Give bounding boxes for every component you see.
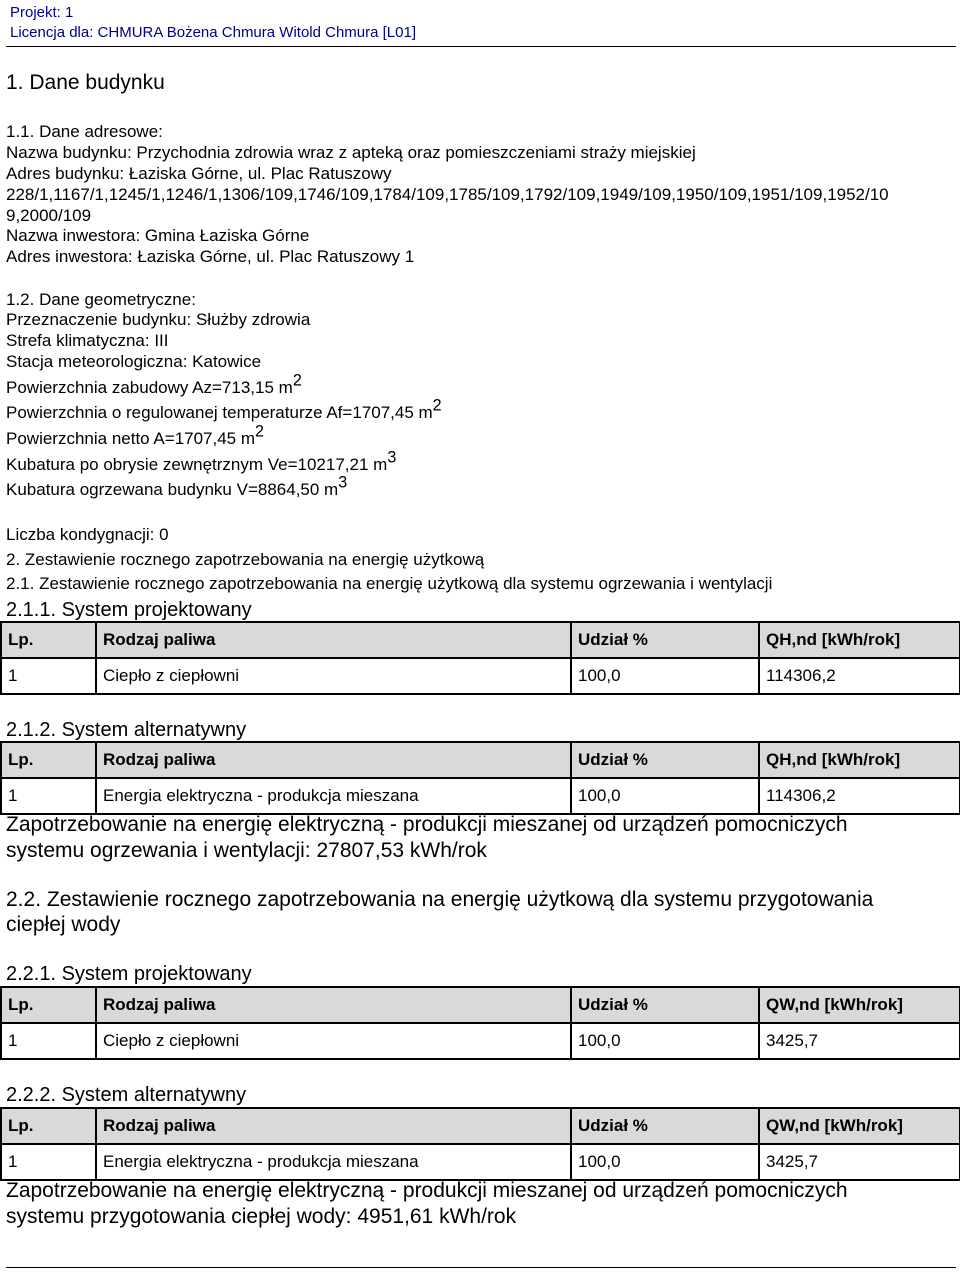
- cell-value: 3425,7: [759, 1144, 960, 1180]
- building-purpose: Przeznaczenie budynku: Służby zdrowia: [6, 310, 311, 329]
- building-address-line1: Adres budynku: Łaziska Górne, ul. Plac Ratuszowy: [6, 164, 392, 183]
- investor-name: Nazwa inwestora: Gmina Łaziska Górne: [6, 226, 310, 245]
- floor-count: Liczba kondygnacji: 0: [6, 525, 169, 544]
- cell-lp: 1: [1, 658, 96, 694]
- table-row: [1, 778, 960, 814]
- subsection-title-dane-geometryczne: 1.2. Dane geometryczne:: [6, 290, 196, 309]
- header-qw: QW,nd [kWh/rok]: [759, 987, 960, 1023]
- table-header-row: [1, 742, 960, 778]
- note-2-1-line1: Zapotrzebowanie na energię elektryczną - produkcji mieszanej od urządzeń pomocniczych: [6, 813, 848, 836]
- area-a: Powierzchnia netto A=1707,45 $m^2$: [6, 422, 265, 448]
- subsection-title-2-2-line2: ciepłej wody: [6, 913, 121, 936]
- table-row: [1, 1144, 960, 1180]
- table-header-row: [1, 987, 960, 1023]
- volume-v: Kubatura ogrzewana budynku V=8864,50 $m^3$: [6, 473, 348, 499]
- table-2-1-2: [0, 741, 960, 815]
- subsection-title-2-2-line1: 2.2. Zestawienie rocznego zapotrzebowania na energię użytkową dla systemu przygotowania: [6, 888, 874, 911]
- cell-fuel: Ciepło z ciepłowni: [96, 658, 571, 694]
- subsection-title-2-2-2: 2.2.2. System alternatywny: [6, 1084, 247, 1106]
- table-row: [1, 658, 960, 694]
- subsection-title-dane-adresowe: 1.1. Dane adresowe:: [6, 122, 163, 141]
- header-fuel: Rodzaj paliwa: [96, 622, 571, 658]
- header-share: Udział %: [571, 987, 759, 1023]
- cell-value: 114306,2: [759, 778, 960, 814]
- header-lp: Lp.: [1, 1108, 96, 1144]
- cell-lp: 1: [1, 1023, 96, 1059]
- header-fuel: Rodzaj paliwa: [96, 987, 571, 1023]
- license-label: Licencja dla: CHMURA Bożena Chmura Witold Chmura [L01]: [10, 24, 417, 41]
- cell-share: 100,0: [571, 778, 759, 814]
- area-af: Powierzchnia o regulowanej temperaturze Af=1707,45 $m^2$: [6, 396, 442, 422]
- section-title-zestawienie: 2. Zestawienie rocznego zapotrzebowania na energię użytkową: [6, 550, 485, 569]
- cell-fuel: Ciepło z ciepłowni: [96, 1023, 571, 1059]
- note-2-1-line2: systemu ogrzewania i wentylacji: 27807,53 kWh/rok: [6, 839, 487, 862]
- cell-value: 3425,7: [759, 1023, 960, 1059]
- header-lp: Lp.: [1, 622, 96, 658]
- table-2-2-1: [0, 986, 960, 1060]
- building-name: Nazwa budynku: Przychodnia zdrowia wraz z apteką oraz pomieszczeniami straży miejskiej: [6, 143, 696, 162]
- subsection-title-2-1-1: 2.1.1. System projektowany: [6, 599, 252, 621]
- header-fuel: Rodzaj paliwa: [96, 1108, 571, 1144]
- climate-zone: Strefa klimatyczna: III: [6, 331, 169, 350]
- cell-lp: 1: [1, 1144, 96, 1180]
- subsection-title-2-1: 2.1. Zestawienie rocznego zapotrzebowania na energię użytkową dla systemu ogrzewania i wentylacji: [6, 574, 773, 593]
- footer-divider: [6, 1267, 956, 1268]
- cell-share: 100,0: [571, 1023, 759, 1059]
- header-lp: Lp.: [1, 987, 96, 1023]
- area-az: Powierzchnia zabudowy Az=713,15 $m^2$: [6, 371, 302, 397]
- cell-fuel: Energia elektryczna - produkcja mieszana: [96, 1144, 571, 1180]
- header-lp: Lp.: [1, 742, 96, 778]
- header-divider: [6, 46, 956, 47]
- header-qh: QH,nd [kWh/rok]: [759, 742, 960, 778]
- table-2-2-2: [0, 1107, 960, 1181]
- project-label: Projekt: 1: [10, 4, 74, 21]
- header-share: Udział %: [571, 622, 759, 658]
- table-row: [1, 1023, 960, 1059]
- building-address-line2: 228/1,1167/1,1245/1,1246/1,1306/109,1746/109,1784/109,1785/109,1792/109,1949/109,1950/109,1951/109,1952/10: [6, 185, 889, 204]
- volume-ve: Kubatura po obrysie zewnętrznym Ve=10217,21 $m^3$: [6, 448, 397, 474]
- weather-station: Stacja meteorologiczna: Katowice: [6, 352, 262, 371]
- cell-share: 100,0: [571, 1144, 759, 1180]
- header-fuel: Rodzaj paliwa: [96, 742, 571, 778]
- header-share: Udział %: [571, 742, 759, 778]
- subsection-title-2-1-2: 2.1.2. System alternatywny: [6, 719, 247, 741]
- table-header-row: [1, 1108, 960, 1144]
- note-2-2-line1: Zapotrzebowanie na energię elektryczną - produkcji mieszanej od urządzeń pomocniczych: [6, 1179, 848, 1202]
- table-2-1-1: [0, 621, 960, 695]
- table-header-row: [1, 622, 960, 658]
- note-2-2-line2: systemu przygotowania ciepłej wody: 4951,61 kWh/rok: [6, 1205, 517, 1228]
- cell-lp: 1: [1, 778, 96, 814]
- cell-fuel: Energia elektryczna - produkcja mieszana: [96, 778, 571, 814]
- header-share: Udział %: [571, 1108, 759, 1144]
- header-qw: QW,nd [kWh/rok]: [759, 1108, 960, 1144]
- cell-share: 100,0: [571, 658, 759, 694]
- investor-address: Adres inwestora: Łaziska Górne, ul. Plac Ratuszowy 1: [6, 247, 415, 266]
- section-title-dane-budynku: 1. Dane budynku: [6, 71, 165, 94]
- cell-value: 114306,2: [759, 658, 960, 694]
- building-address-line3: 9,2000/109: [6, 206, 92, 225]
- header-qh: QH,nd [kWh/rok]: [759, 622, 960, 658]
- subsection-title-2-2-1: 2.2.1. System projektowany: [6, 963, 252, 985]
